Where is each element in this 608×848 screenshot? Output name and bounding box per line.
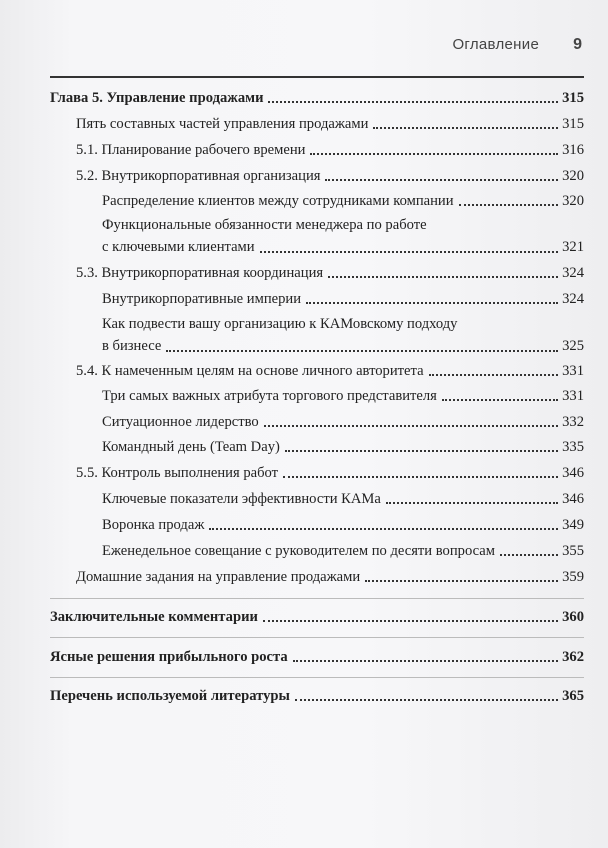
toc-label: 5.5. Контроль выполнения работ [76, 465, 279, 481]
toc-label: Домашние задания на управление продажами [76, 569, 361, 585]
leader-dots [429, 374, 559, 376]
leader-dots [365, 580, 558, 582]
toc-label: 5.4. К намеченным целям на основе личного авторитета [76, 363, 424, 379]
leader-dots [285, 450, 558, 452]
toc-page: 359 [562, 569, 584, 585]
leader-dots [264, 425, 558, 427]
toc-entry[interactable] [102, 386, 584, 406]
leader-dots [386, 502, 558, 504]
toc-entry[interactable] [102, 489, 584, 509]
leader-dots [260, 251, 559, 253]
leader-dots [328, 276, 558, 278]
toc-label: Перечень используемой литературы [50, 688, 290, 704]
toc-label-line1: Функциональные обязанности менеджера по работе [102, 217, 427, 233]
toc-label: Воронка продаж [102, 517, 205, 533]
toc-label: Заключительные комментарии [50, 609, 258, 625]
toc-label: Ситуационное лидерство [102, 414, 259, 430]
toc-clear-solutions[interactable] [50, 647, 584, 667]
section-divider [50, 598, 584, 599]
toc-label: 5.2. Внутрикорпоративная организация [76, 168, 321, 184]
toc-page: 332 [562, 414, 584, 430]
toc-entry[interactable] [102, 437, 584, 457]
toc-entry[interactable] [102, 191, 584, 211]
toc-label: 5.1. Планирование рабочего времени [76, 142, 306, 158]
toc-page: 320 [562, 193, 584, 209]
running-head-title: Оглавление [452, 36, 540, 53]
toc-entry[interactable] [76, 463, 584, 483]
toc-entry[interactable] [76, 263, 584, 283]
toc-page: 325 [562, 338, 584, 354]
toc-page: 349 [562, 517, 584, 533]
toc-label: Пять составных частей управления продажами [76, 116, 369, 132]
toc-label: Ясные решения прибыльного роста [50, 649, 288, 665]
toc-label: Глава 5. Управление продажами [50, 90, 264, 106]
toc-entry[interactable] [76, 361, 584, 381]
leader-dots [373, 127, 558, 129]
leader-dots [295, 699, 558, 701]
toc-page: 362 [562, 649, 584, 665]
toc-label: Внутрикорпоративные империи [102, 291, 302, 307]
toc-label: 5.3. Внутрикорпоративная координация [76, 265, 324, 281]
leader-dots [166, 350, 558, 352]
toc-page: 360 [562, 609, 584, 625]
toc-entry[interactable] [76, 567, 584, 587]
toc-page: 315 [562, 116, 584, 132]
leader-dots [310, 153, 558, 155]
leader-dots [306, 302, 558, 304]
toc-entry[interactable] [102, 313, 584, 357]
toc-label: Командный день (Team Day) [102, 439, 280, 455]
toc-label: Ключевые показатели эффективности КАМа [102, 491, 381, 507]
toc-closing-comments[interactable] [50, 607, 584, 627]
toc-label: Распределение клиентов между сотрудниками компании [102, 193, 454, 209]
toc-label-line2: в бизнесе [102, 338, 162, 354]
leader-dots [459, 204, 559, 206]
toc-page: 324 [562, 291, 584, 307]
toc-page: 346 [562, 491, 584, 507]
leader-dots [263, 620, 558, 622]
toc-label: Еженедельное совещание с руководителем по десяти вопросам [102, 543, 495, 559]
toc-page: 346 [562, 465, 584, 481]
toc-page: 331 [562, 388, 584, 404]
toc-entry[interactable] [102, 541, 584, 561]
toc-page: 315 [562, 90, 584, 106]
toc-page: 365 [562, 688, 584, 704]
toc-page: 355 [562, 543, 584, 559]
section-divider [50, 637, 584, 638]
leader-dots [325, 179, 558, 181]
leader-dots [209, 528, 558, 530]
toc-bibliography[interactable] [50, 686, 584, 706]
toc-page: 320 [562, 168, 584, 184]
leader-dots [283, 476, 558, 478]
running-head [0, 36, 600, 54]
leader-dots [268, 101, 558, 103]
top-rule [50, 76, 584, 78]
toc-chapter-5[interactable] [50, 88, 584, 108]
toc-page: 335 [562, 439, 584, 455]
toc-page: 324 [562, 265, 584, 281]
section-divider [50, 677, 584, 678]
toc-entry[interactable] [102, 515, 584, 535]
toc-label: Три самых важных атрибута торгового представителя [102, 388, 437, 404]
toc-entry[interactable] [102, 289, 584, 309]
toc-entry[interactable] [76, 140, 584, 160]
toc-label-line2: с ключевыми клиентами [102, 239, 255, 255]
toc-page: 331 [562, 363, 584, 379]
toc-entry[interactable] [102, 412, 584, 432]
toc-entry[interactable] [76, 114, 584, 134]
toc-page: 316 [562, 142, 584, 158]
leader-dots [442, 399, 558, 401]
page-number: 9 [573, 36, 582, 53]
leader-dots [293, 660, 558, 662]
toc-entry[interactable] [76, 166, 584, 186]
toc-label-line1: Как подвести вашу организацию к КАМовскому подходу [102, 316, 458, 332]
toc-page: 321 [562, 239, 584, 255]
leader-dots [500, 554, 558, 556]
toc-entry[interactable] [102, 214, 584, 258]
